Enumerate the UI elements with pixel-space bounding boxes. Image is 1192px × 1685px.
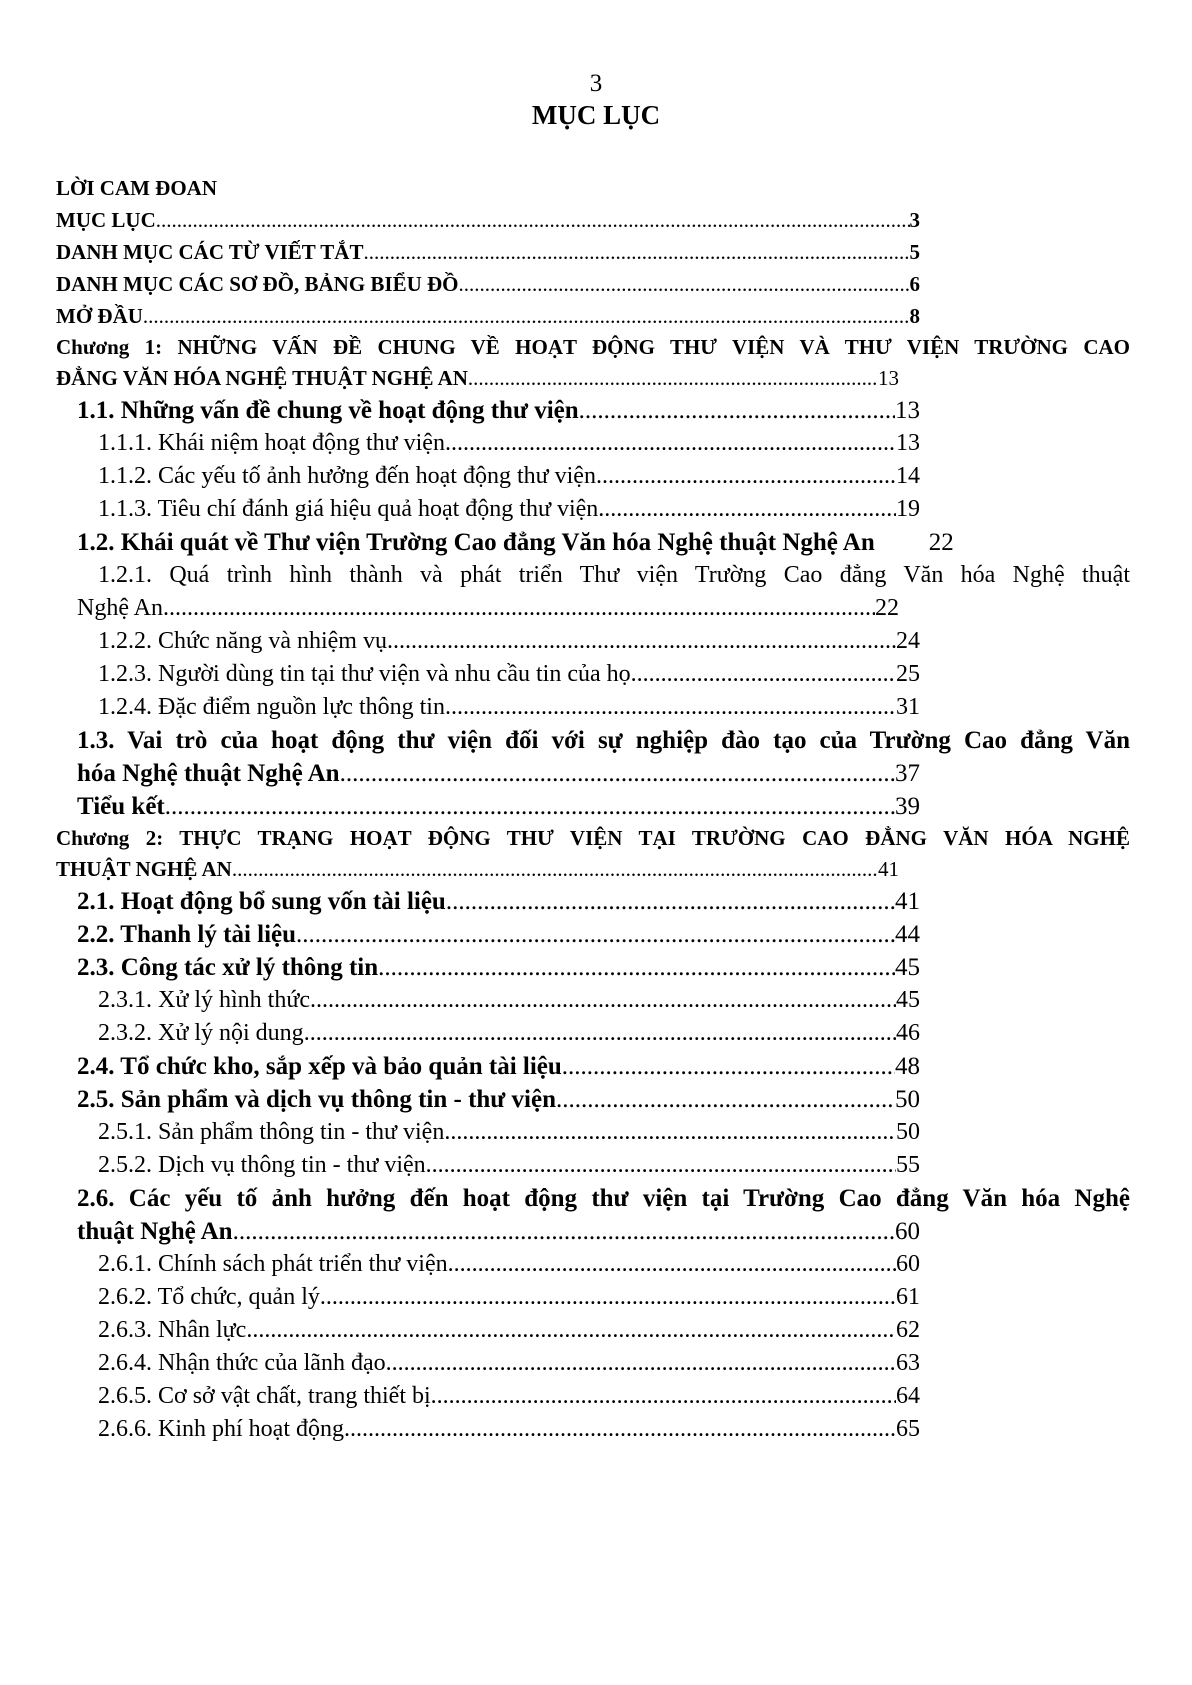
toc-page-number: 55 [896,1152,920,1178]
toc-entry-label-line1: 2.6. Các yếu tố ảnh hưởng đến hoạt động thư viện tại Trường Cao đẳng Văn hóa Nghệ [77,1185,1130,1212]
toc-entry-2-6-2[interactable] [56,1281,1130,1314]
toc-entry-label-line1: 1.2.1. Quá trình hình thành và phát triển Thư viện Trường Cao đẳng Văn hóa Nghệ thuật [98,562,1130,588]
toc-page-number: 37 [895,760,920,787]
toc-entry-label: 2.3. Công tác xử lý thông tin [77,954,379,981]
dot-leader [562,1050,895,1083]
toc-entry-label: DANH MỤC CÁC TỪ VIẾT TẮT [56,240,364,264]
toc-entry-mo-dau[interactable] [56,300,1130,332]
dot-leader [310,984,896,1017]
toc-entry-2-3-2[interactable] [56,1017,1130,1050]
toc-page-number: 13 [878,366,899,390]
toc-entry-label: 2.2. Thanh lý tài liệu [77,921,297,948]
dot-leader [296,918,895,951]
toc-entry-label: Tiểu kết [77,793,165,820]
toc-page-number: 61 [896,1284,920,1310]
toc-entry-1-2-3[interactable] [56,658,1130,691]
toc-page-number: 3 [909,208,920,232]
toc-entry-label: 2.6.4. Nhận thức của lãnh đạo [98,1350,386,1376]
toc-entry-1-2-2[interactable] [56,625,1130,658]
dot-leader [431,1380,896,1413]
toc-entry-2-6-5[interactable] [56,1380,1130,1413]
toc-page-number: 46 [896,1020,920,1046]
toc-page-number: 5 [909,240,920,264]
toc-entry-label: MỤC LỤC [56,208,156,232]
toc-page-number: 44 [895,921,920,948]
toc-entry-label-line2: THUẬT NGHỆ AN [56,857,232,881]
toc-entry-1-1[interactable] [56,394,1130,427]
toc-entry-2-6-3[interactable] [56,1314,1130,1347]
dot-leader [304,1017,896,1050]
toc-entry-2-5[interactable] [56,1083,1130,1116]
dot-leader [378,951,895,984]
toc-entry-label: 2.6.3. Nhân lực [98,1317,247,1343]
toc-entry-1-2[interactable] [56,526,1130,559]
toc-entry-label: LỜI CAM ĐOAN [56,176,217,200]
toc-page-number: 65 [896,1416,920,1442]
page-number: 3 [589,70,603,97]
dot-leader [344,1413,896,1446]
toc-page-number: 22 [875,595,899,621]
toc-entry-label: 1.1.3. Tiêu chí đánh giá hiệu quả hoạt động thư viện [98,496,599,522]
toc-entry-label: 2.5. Sản phẩm và dịch vụ thông tin - thư viện [77,1086,557,1113]
toc-entry-label: 2.3.2. Xử lý nội dung [98,1020,304,1046]
dot-leader [598,493,896,526]
toc-entry-label: 1.1.1. Khái niệm hoạt động thư viện [98,430,445,456]
dot-leader [340,757,895,790]
toc-page-number: 50 [896,1119,920,1145]
toc-entry-label-line2: hóa Nghệ thuật Nghệ An [77,760,340,787]
toc-page-number: 8 [909,304,920,328]
toc-page-number: 6 [909,272,920,296]
dot-leader [363,236,909,268]
toc-entry-tieu-ket[interactable] [56,790,1130,823]
toc-entry-loi-cam-doan[interactable] [56,172,1130,204]
toc-entry-2-6-1[interactable] [56,1248,1130,1281]
toc-entry-1-3[interactable] [56,724,1130,790]
toc-entry-1-1-1[interactable] [56,427,1130,460]
toc-page-number: 60 [896,1251,920,1277]
toc-page-number: 13 [896,430,920,456]
dot-leader [163,592,875,625]
dot-leader [232,854,878,885]
toc-page-number: 13 [895,397,920,424]
dot-leader [468,363,878,394]
toc-page-number: 45 [895,954,920,981]
dot-leader [387,625,896,658]
dot-leader [233,1215,895,1248]
toc-entry-1-1-2[interactable] [56,460,1130,493]
toc-page-number: 48 [895,1053,920,1080]
toc-page-number: 63 [896,1350,920,1376]
toc-entry-muc-luc[interactable] [56,204,1130,236]
dot-leader [143,300,910,332]
dot-leader [445,427,896,460]
toc-entry-label: 1.2.4. Đặc điểm nguồn lực thông tin [98,694,445,720]
toc-entry-label-line2: thuật Nghệ An [77,1218,233,1245]
toc-entry-chapter-1[interactable] [56,332,1130,394]
toc-entry-so-do[interactable] [56,268,1130,300]
page-title: MỤC LỤC [531,100,661,130]
toc-page-number: 24 [896,628,920,654]
dot-leader [444,1116,896,1149]
toc-entry-label: MỞ ĐẦU [56,304,143,328]
dot-leader [445,691,896,724]
toc-entry-label: 2.1. Hoạt động bổ sung vốn tài liệu [77,888,446,915]
toc-entry-1-2-1[interactable] [56,559,1130,625]
toc-entry-2-4[interactable] [56,1050,1130,1083]
toc-entry-label-line2: Nghệ An [77,595,163,621]
toc-entry-label: 1.2. Khái quát về Thư viện Trường Cao đẳng Văn hóa Nghệ thuật Nghệ An [77,529,875,556]
toc-entry-2-5-1[interactable] [56,1116,1130,1149]
table-of-contents [56,172,1130,1446]
toc-entry-2-5-2[interactable] [56,1149,1130,1182]
toc-entry-label: 2.5.2. Dịch vụ thông tin - thư viện [98,1152,426,1178]
toc-entry-label: 2.3.1. Xử lý hình thức [98,987,311,1013]
toc-page-number: 19 [896,496,920,522]
toc-page-number: 60 [895,1218,920,1245]
dot-leader [156,204,910,236]
dot-leader [579,394,895,427]
toc-entry-label: 2.6.6. Kinh phí hoạt động [98,1416,344,1442]
toc-page-number: 45 [896,987,920,1013]
dot-leader [448,1248,896,1281]
toc-entry-label: 2.6.1. Chính sách phát triển thư viện [98,1251,448,1277]
toc-entry-label: 1.2.3. Người dùng tin tại thư viện và nhu cầu tin của họ [98,661,631,687]
dot-leader [596,460,896,493]
toc-entry-label-line1: Chương 1: NHỮNG VẤN ĐỀ CHUNG VỀ HOẠT ĐỘNG THƯ VIỆN VÀ THƯ VIỆN TRƯỜNG CAO [56,335,1130,359]
toc-page-number: 41 [878,857,899,881]
toc-entry-chapter-2[interactable] [56,823,1130,885]
toc-entry-label-line1: Chương 2: THỰC TRẠNG HOẠT ĐỘNG THƯ VIỆN TẠI TRƯỜNG CAO ĐẲNG VĂN HÓA NGHỆ [56,826,1130,850]
toc-entry-2-1[interactable] [56,885,1130,918]
dot-leader [165,790,895,823]
dot-leader [426,1149,896,1182]
toc-page-number: 64 [896,1383,920,1409]
toc-entry-2-6-4[interactable] [56,1347,1130,1380]
toc-entry-label: 2.4. Tổ chức kho, sắp xếp và bảo quản tài liệu [77,1053,562,1080]
dot-leader [386,1347,896,1380]
toc-page-number: 41 [895,888,920,915]
toc-entry-1-1-3[interactable] [56,493,1130,526]
toc-entry-label: 1.1.2. Các yếu tố ảnh hưởng đến hoạt động thư viện [98,463,596,489]
toc-entry-label: 1.2.2. Chức năng và nhiệm vụ [98,628,387,654]
toc-page-number: 14 [896,463,920,489]
toc-page-number: 31 [896,694,920,720]
dot-leader [556,1083,895,1116]
toc-entry-label: 1.1. Những vấn đề chung về hoạt động thư viện [77,397,579,424]
toc-entry-2-6-6[interactable] [56,1413,1130,1446]
toc-entry-2-6[interactable] [56,1182,1130,1248]
toc-entry-2-3-1[interactable] [56,984,1130,1017]
dot-leader [446,885,895,918]
toc-page-number: 50 [895,1086,920,1113]
toc-entry-label: 2.6.5. Cơ sở vật chất, trang thiết bị [98,1383,431,1409]
toc-entry-1-2-4[interactable] [56,691,1130,724]
dot-leader [246,1314,896,1347]
toc-entry-viet-tat[interactable] [56,236,1130,268]
toc-page-number: 39 [895,793,920,820]
toc-entry-label: 2.6.2. Tổ chức, quản lý [98,1284,320,1310]
dot-leader [459,268,910,300]
toc-entry-2-2[interactable] [56,918,1130,951]
toc-entry-label-line1: 1.3. Vai trò của hoạt động thư viện đối với sự nghiệp đào tạo của Trường Cao đẳng Văn [77,727,1130,754]
toc-entry-2-3[interactable] [56,951,1130,984]
dot-leader [631,658,896,691]
toc-page-number: 62 [896,1317,920,1343]
toc-entry-label-line2: ĐẲNG VĂN HÓA NGHỆ THUẬT NGHỆ AN [56,366,468,390]
toc-entry-label: DANH MỤC CÁC SƠ ĐỒ, BẢNG BIỂU ĐỒ [56,272,459,296]
toc-page-number: 22 [928,529,954,556]
dot-leader [320,1281,896,1314]
toc-entry-label: 2.5.1. Sản phẩm thông tin - thư viện [98,1119,445,1145]
toc-page-number: 25 [896,661,920,687]
